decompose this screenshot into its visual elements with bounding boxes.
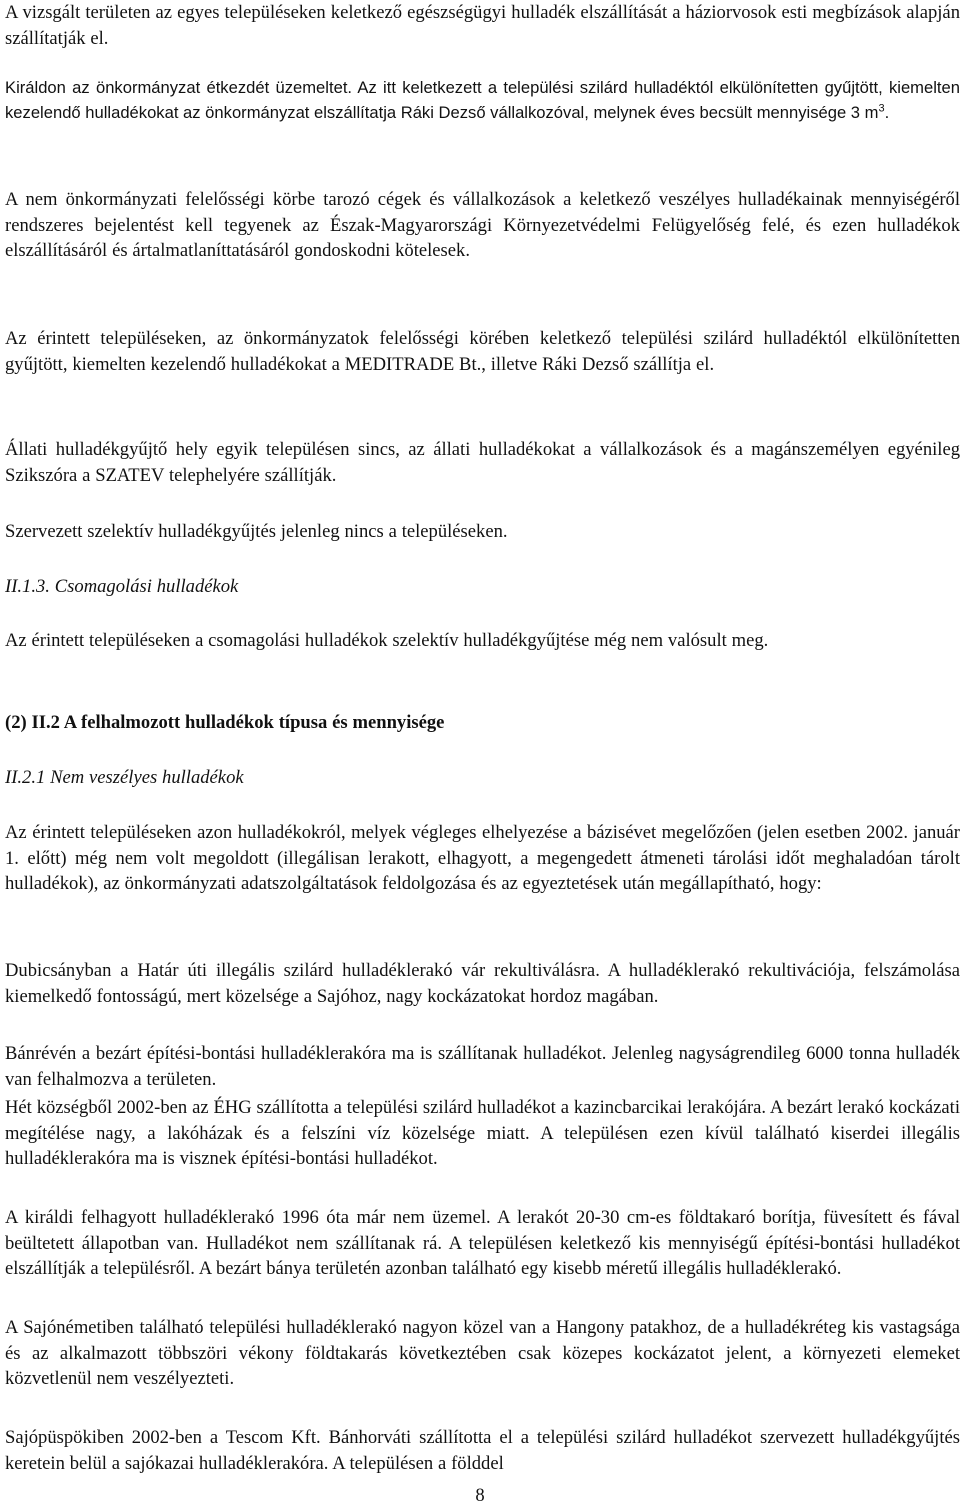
paragraph-sajopuspoki: Sajópüspökiben 2002-ben a Tescom Kft. Bánhorváti szállította el a települési szilárd hulladékot szervezett hulladékgyűjtés keretein belül a sajókazai hulladéklerakóra. A településen a földdel (5, 1427, 960, 1474)
paragraph-het-kozseg: Hét községből 2002-ben az ÉHG szállította a települési szilárd hulladékot a kazincbarcikai lerakójára. A bezárt lerakó kockázati megítélése nagy, a lakóházak és a felszíni víz közelsége miatt. A településen ezen kívül található kiserdei illegális hulladéklerakóra ma is visznek építési-bontási hulladékot. (5, 1097, 960, 1169)
paragraph-kiraldon-end: . (884, 103, 890, 122)
paragraph-animal-waste: Állati hulladékgyűjtő hely egyik településen sincs, az állati hulladékokat a vállalkozások és a magánszemélyen egyénileg Szikszóra a SZATEV telephelyére szállítják. (5, 439, 960, 486)
paragraph-sajonemeti: A Sajónémetiben található települési hulladéklerakó nagyon közel van a Hangony patakhoz, de a hulladékréteg kis vastagsága és az alkalmazott többszöri vékony földtakarás következtében csak közepes kockázatot jelent, a környezeti elemeket közvetlenül nem veszélyezteti. (5, 1317, 960, 1389)
paragraph-hazardous-companies: A nem önkormányzati felelősségi körbe tarozó cégek és vállalkozások a keletkező veszélyes hulladékainak mennyiségéről rendszeres bejelentést kell tegyenek az Észak-Magyarországi Környezetvédelmi Felügyelőség felé, és ezen hulladékok elszállításáról és ártalmatlaníttatásáról gondoskodni kötelesek. (5, 189, 960, 261)
paragraph-accumulated-intro: Az érintett településeken azon hulladékokról, melyek végleges elhelyezése a bázisévet megelőzően (jelen esetben 2002. január 1. előtt) még nem volt megoldott (illegálisan lerakott, elhagyott, a megengedett átmeneti tárolási időt meghaladóan tárolt hulladékok), az önkormányzati adatszolgáltatások feldolgozása és az egyeztetések után megállapítható, hogy: (5, 822, 960, 894)
paragraph-kiraldi-landfill: A királdi felhagyott hulladéklerakó 1996 óta már nem üzemel. A lerakót 20-30 cm-es földtakaró borítja, füvesített és fával beültetett állapotban van. Hulladékot nem szállítanak rá. A településen keletkező kis mennyiségű építési-bontási hulladékot elszállítják a településről. A bezárt bánya területén azonban található egy kisebb méretű illegális hulladéklerakó. (5, 1207, 960, 1279)
paragraph-kiraldon-text: Királdon az önkormányzat étkezdét üzemeltet. Az itt keletkezett a települési szilárd hulladéktól elkülönítetten gyűjtött, kiemelten kezelendő hulladékokat az önkormányzat elszállítatja Ráki Dezső vállalkozóval, melynek éves becsült mennyisége 3 m (5, 78, 960, 122)
paragraph-banreve: Bánrévén a bezárt építési-bontási hulladéklerakóra ma is szállítanak hulladékot. Jelenleg nagyságrendileg 6000 tonna hulladék van felhalmozva a területen. (5, 1043, 960, 1090)
page-number: 8 (475, 1485, 485, 1506)
paragraph-meditrade: Az érintett településeken, az önkormányzatok felelősségi körében keletkező települési szilárd hulladéktól elkülönítetten gyűjtött, kiemelten kezelendő hulladékokat a MEDITRADE Bt., illetve Ráki Dezső szállítja el. (5, 328, 960, 375)
paragraph-kiraldon (5, 75, 960, 125)
paragraph-packaging: Az érintett településeken a csomagolási hulladékok szelektív hulladékgyűjtése még nem valósult meg. (5, 630, 769, 651)
heading-accumulated-waste: (2) II.2 A felhalmozott hulladékok típusa és mennyisége (5, 712, 445, 733)
superscript-cubic: 3 (878, 102, 885, 115)
paragraph-medical-waste: A vizsgált területen az egyes településeken keletkező egészségügyi hulladék elszállítását a háziorvosok esti megbízások alapján szállítatják el. (5, 2, 960, 49)
paragraph-dubicsany: Dubicsányban a Határ úti illegális szilárd hulladéklerakó vár rekultiválásra. A hulladéklerakó rekultivációja, felszámolása kiemelkedő fontosságú, mert közelsége a Sajóhoz, nagy kockázatokat hordoz magában. (5, 960, 960, 1007)
paragraph-selective-collection: Szervezett szelektív hulladékgyűjtés jelenleg nincs a településeken. (5, 521, 508, 542)
heading-packaging-waste: II.1.3. Csomagolási hulladékok (5, 576, 239, 597)
heading-non-hazardous: II.2.1 Nem veszélyes hulladékok (5, 767, 244, 788)
